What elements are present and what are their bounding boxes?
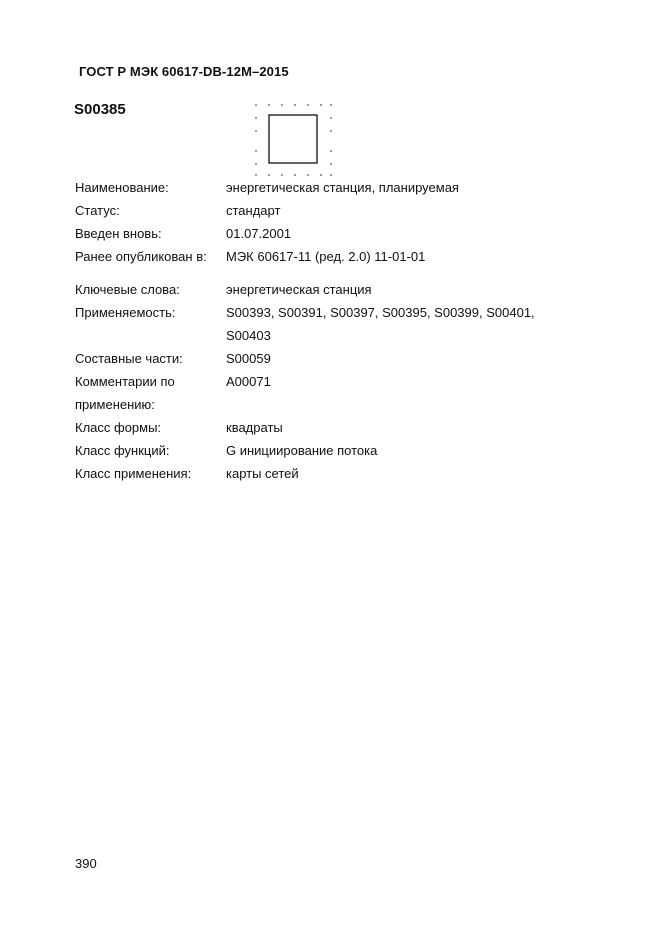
field-function-class-label: Класс функций: bbox=[75, 443, 170, 458]
document-header: ГОСТ Р МЭК 60617-DB-12M–2015 bbox=[79, 64, 289, 79]
field-previously-published-value: МЭК 60617-11 (ред. 2.0) 11-01-01 bbox=[226, 249, 426, 264]
field-keywords-label: Ключевые слова: bbox=[75, 282, 180, 297]
field-introduced-value: 01.07.2001 bbox=[226, 226, 292, 241]
field-function-class-value: G инициирование потока bbox=[226, 443, 378, 458]
field-keywords-value: энергетическая станция bbox=[226, 282, 372, 297]
field-comments-value: A00071 bbox=[226, 374, 271, 389]
field-introduced-label: Введен вновь: bbox=[75, 226, 162, 241]
page-number: 390 bbox=[75, 856, 97, 871]
square-symbol-icon bbox=[254, 102, 334, 178]
field-previously-published-label: Ранее опубликован в: bbox=[75, 249, 207, 264]
symbol-id: S00385 bbox=[74, 101, 126, 118]
field-comments-label-line1: Комментарии по bbox=[75, 374, 175, 389]
square-shape bbox=[269, 115, 317, 163]
field-applicability-value-line1: S00393, S00391, S00397, S00395, S00399, S00401, bbox=[226, 305, 535, 320]
field-name-label: Наименование: bbox=[75, 180, 169, 195]
field-comments-label-line2: применению: bbox=[75, 397, 155, 412]
field-application-class-label: Класс применения: bbox=[75, 466, 192, 481]
field-shape-class-value: квадраты bbox=[226, 420, 283, 435]
field-status-label: Статус: bbox=[75, 203, 120, 218]
field-applicability-value-line2: S00403 bbox=[226, 328, 271, 343]
field-name-value: энергетическая станция, планируемая bbox=[226, 180, 459, 195]
field-application-class-value: карты сетей bbox=[226, 466, 299, 481]
field-status-value: стандарт bbox=[226, 203, 281, 218]
field-applicability-label: Применяемость: bbox=[75, 305, 176, 320]
field-components-label: Составные части: bbox=[75, 351, 183, 366]
field-components-value: S00059 bbox=[226, 351, 271, 366]
field-shape-class-label: Класс формы: bbox=[75, 420, 162, 435]
